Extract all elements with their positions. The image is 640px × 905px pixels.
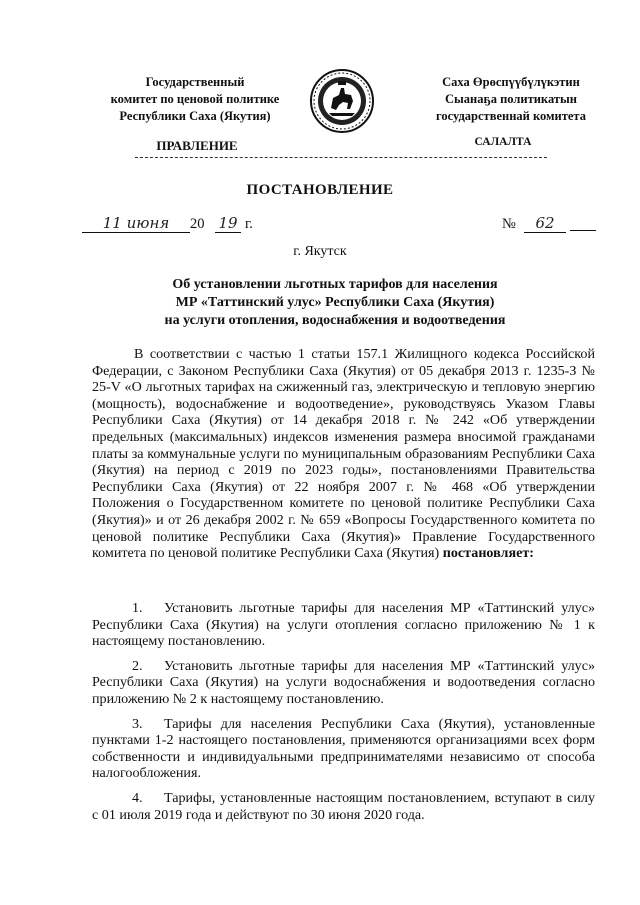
date-year-prefix: 20 bbox=[190, 216, 205, 232]
subject-line-1: Об установлении льготных тарифов для населения bbox=[172, 277, 498, 292]
list-item bbox=[92, 600, 595, 650]
org-right-line-2: Сыанаҕа политикатын bbox=[445, 92, 577, 106]
preamble-paragraph bbox=[92, 346, 595, 562]
date-year-suffix: 19 bbox=[215, 214, 241, 233]
document-date bbox=[64, 214, 264, 236]
city-label: г. Якутск bbox=[293, 244, 347, 259]
org-name-left bbox=[84, 74, 306, 125]
number-sign: № bbox=[502, 216, 516, 232]
number-blank-line bbox=[570, 214, 596, 231]
date-g-label: г. bbox=[245, 216, 253, 232]
document-number bbox=[502, 214, 612, 236]
item-number: 4. bbox=[132, 789, 143, 806]
list-item bbox=[92, 658, 595, 708]
list-item bbox=[92, 790, 595, 823]
item-number: 3. bbox=[132, 715, 143, 732]
item-text: Тарифы для населения Республики Саха (Якутия), установленные пунктами 1-2 настоящего постановления, применяются организациями всех форм собственности и индивидуальными предпринимателями независимо от способа налогообложения. bbox=[92, 715, 595, 782]
document-title: ПОСТАНОВЛЕНИЕ bbox=[246, 182, 394, 198]
decision-items bbox=[92, 600, 595, 831]
org-left-line-3: Республики Саха (Якутия) bbox=[119, 109, 271, 123]
decision-word: постановляет: bbox=[442, 545, 534, 562]
preamble-text: В соответствии с частью 1 статьи 157.1 Жилищного кодекса Российской Федерации, с Законом Республики Саха (Якутия) от 05 декабря 2013 г. 1235-З № 25-V «О льготных тарифах на сжиженный газ, электрическую и тепловую энергию (мощность), водоснабжение и водоотведение», руководствуясь Указом Главы Республики Саха (Якутия) от 14 декабря 2018 г. № 242 «Об утверждении предельных (максимальных) индексов изменения размера вносимой гражданами платы за коммунальные услуги по муниципальным образованиям Республики Саха (Якутия) на период с 2019 по 2023 годы», постановлениями Правительства Республики Саха (Якутия) от 22 ноября 2007 г. № 468 «Об утверждении Положения о Государственном комитете по ценовой политике Республики Саха (Якутия)» и от 26 декабря 2002 г. № 659 «Вопросы Государственного комитета по ценовой политике Республики Саха (Якутия)» Правление Государственного комитета по ценовой политике Республики Саха (Якутия) bbox=[92, 346, 595, 562]
header-divider bbox=[135, 157, 547, 158]
dept-label-right: САЛАЛТА bbox=[474, 136, 532, 148]
org-right-line-1: Саха Өрөспүүбүлүкэтин bbox=[442, 75, 580, 89]
org-left-line-2: комитет по ценовой политике bbox=[110, 92, 280, 106]
item-number: 2. bbox=[132, 657, 143, 674]
list-item bbox=[92, 716, 595, 782]
subject-line-3: на услуги отопления, водоснабжения и водоотведения bbox=[164, 313, 506, 328]
item-text: Установить льготные тарифы для населения МР «Таттинский улус» Республики Саха (Якутия) на услуги водоснабжения и водоотведения согласно приложению № 2 к настоящему постановлению. bbox=[92, 657, 595, 707]
item-number: 1. bbox=[132, 600, 143, 616]
yakutia-coat-of-arms-icon bbox=[309, 68, 375, 134]
item-text: Тарифы, установленные настоящим постановлением, вступают в силу с 01 июля 2019 года и действуют по 30 июня 2020 года. bbox=[92, 789, 595, 823]
number-value: 62 bbox=[524, 214, 566, 233]
org-right-line-3: государственнай комитета bbox=[436, 109, 586, 123]
org-left-line-1: Государственный bbox=[145, 75, 245, 89]
org-name-right bbox=[398, 74, 624, 125]
document-subject bbox=[110, 276, 560, 330]
dept-label-left: ПРАВЛЕНИЕ bbox=[156, 138, 238, 153]
date-day-month: 11 июня bbox=[82, 214, 190, 233]
item-text: Установить льготные тарифы для населения МР «Таттинский улус» Республики Саха (Якутия) на услуги отопления согласно приложению № 1 к настоящему постановлению. bbox=[92, 600, 595, 650]
subject-line-2: МР «Таттинский улус» Республики Саха (Якутия) bbox=[175, 295, 495, 310]
